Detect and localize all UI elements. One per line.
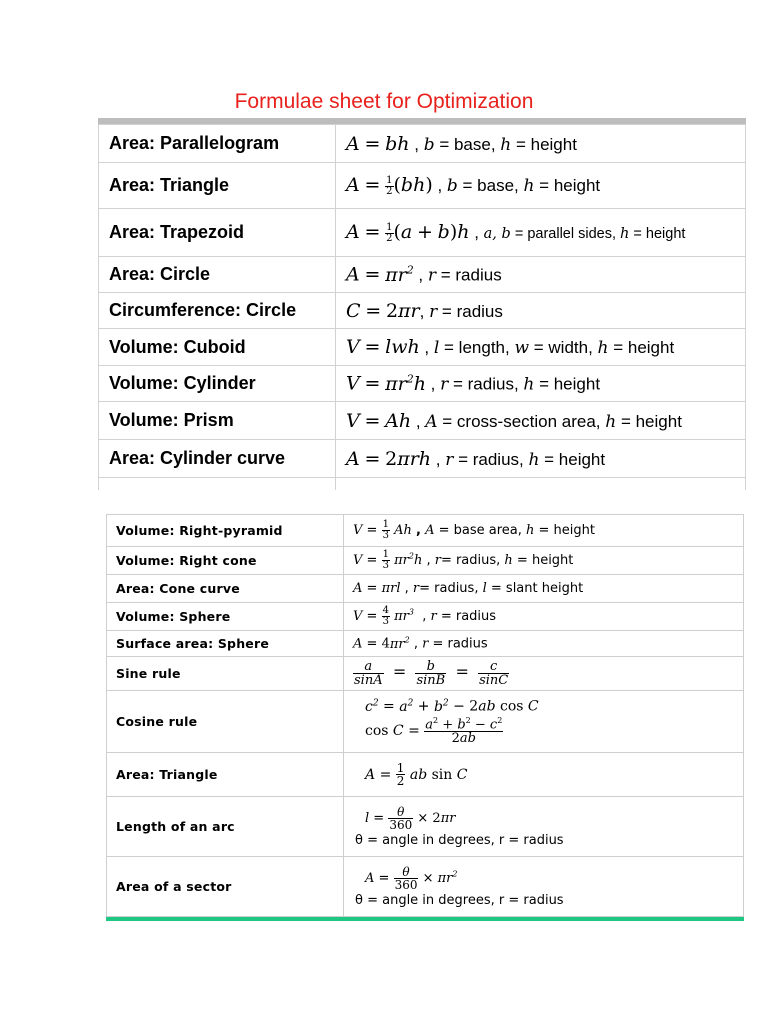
row-label: Length of an arc xyxy=(107,797,344,857)
row-formula: A = $\frac{1}{2}$ (bh) , b = base, h = height xyxy=(336,163,746,209)
table-row xyxy=(99,366,746,402)
row-formula: V = $\frac{1}{3}$ $\pi r^2h$ , r= radius, h = height xyxy=(344,547,744,575)
row-label: Area: Circle xyxy=(99,257,336,293)
table-row-cutoff xyxy=(99,478,746,491)
row-formula: $A = \pi r^2$ , r = radius xyxy=(336,257,746,293)
row-formula: $\frac{a}{\sin A}$ = $\frac{b}{\sin B}$ = $\frac{c}{\sin C}$ xyxy=(344,657,744,691)
row-label: Area: Triangle xyxy=(99,163,336,209)
table-row xyxy=(99,293,746,329)
table-row xyxy=(99,257,746,293)
table-row xyxy=(107,603,744,631)
row-label: Area: Parallelogram xyxy=(99,125,336,163)
row-formula: A = $\frac{\theta}{360}$ × $\pi r^2$ θ = angle in degrees, r = radius xyxy=(344,857,744,917)
row-label: Area: Cone curve xyxy=(107,575,344,603)
row-label: Cosine rule xyxy=(107,691,344,753)
table-row xyxy=(107,797,744,857)
row-label: Area: Trapezoid xyxy=(99,209,336,257)
row-label: Sine rule xyxy=(107,657,344,691)
row-formula: V = lwh , l = length, w = width, h = height xyxy=(336,329,746,366)
row-formula: A = bh , b = base, h = height xyxy=(336,125,746,163)
row-label: Area of a sector xyxy=(107,857,344,917)
table-row xyxy=(107,753,744,797)
table-row xyxy=(99,125,746,163)
table-row xyxy=(107,691,744,753)
row-formula: $V = \pi r^2h$ , r = radius, h = height xyxy=(336,366,746,402)
formula-table-1 xyxy=(98,118,746,490)
row-formula: $c^2 = a^2 + b^2 - 2ab$ cos C cos C = $\frac{a^2 + b^2 - c^2}{2ab}$ xyxy=(344,691,744,753)
row-label: Volume: Sphere xyxy=(107,603,344,631)
row-formula: A = $\frac{1}{2}$ ab sin C xyxy=(344,753,744,797)
row-formula: l = $\frac{\theta}{360}$ × 2πr θ = angle in degrees, r = radius xyxy=(344,797,744,857)
row-formula: A = πrl , r= radius, l = slant height xyxy=(344,575,744,603)
row-formula: V = $\frac{1}{3}$ Ah , A = base area, h = height xyxy=(344,515,744,547)
row-label: Volume: Right-pyramid xyxy=(107,515,344,547)
table-row xyxy=(99,440,746,478)
row-label: Volume: Cylinder xyxy=(99,366,336,402)
row-label: Volume: Cuboid xyxy=(99,329,336,366)
table-row xyxy=(99,402,746,440)
row-label: Volume: Prism xyxy=(99,402,336,440)
table-row xyxy=(99,209,746,257)
table-row xyxy=(99,163,746,209)
row-formula: C = 2πr, r = radius xyxy=(336,293,746,329)
formula-table-2 xyxy=(106,514,744,921)
row-label: Area: Triangle xyxy=(107,753,344,797)
table-row xyxy=(107,575,744,603)
table-row xyxy=(107,547,744,575)
row-label: Surface area: Sphere xyxy=(107,631,344,657)
row-formula: A = $\frac{1}{2}$ (a + b)h , a, b = parallel sides, h = height xyxy=(336,209,746,257)
row-formula: V = Ah , A = cross-section area, h = height xyxy=(336,402,746,440)
row-formula: A = 2πrh , r = radius, h = height xyxy=(336,440,746,478)
row-label: Circumference: Circle xyxy=(99,293,336,329)
row-label: Area: Cylinder curve xyxy=(99,440,336,478)
table-bottom-rule xyxy=(106,917,744,921)
row-label: Volume: Right cone xyxy=(107,547,344,575)
table-row xyxy=(107,657,744,691)
table-row xyxy=(107,631,744,657)
table-row xyxy=(107,857,744,917)
table-row xyxy=(107,515,744,547)
table-row xyxy=(99,329,746,366)
page-title: Formulae sheet for Optimization xyxy=(234,90,534,113)
row-formula: V = $\frac{4}{3}$ $\pi r^3$ , r = radius xyxy=(344,603,744,631)
row-formula: $A = 4\pi r^2$ , r = radius xyxy=(344,631,744,657)
